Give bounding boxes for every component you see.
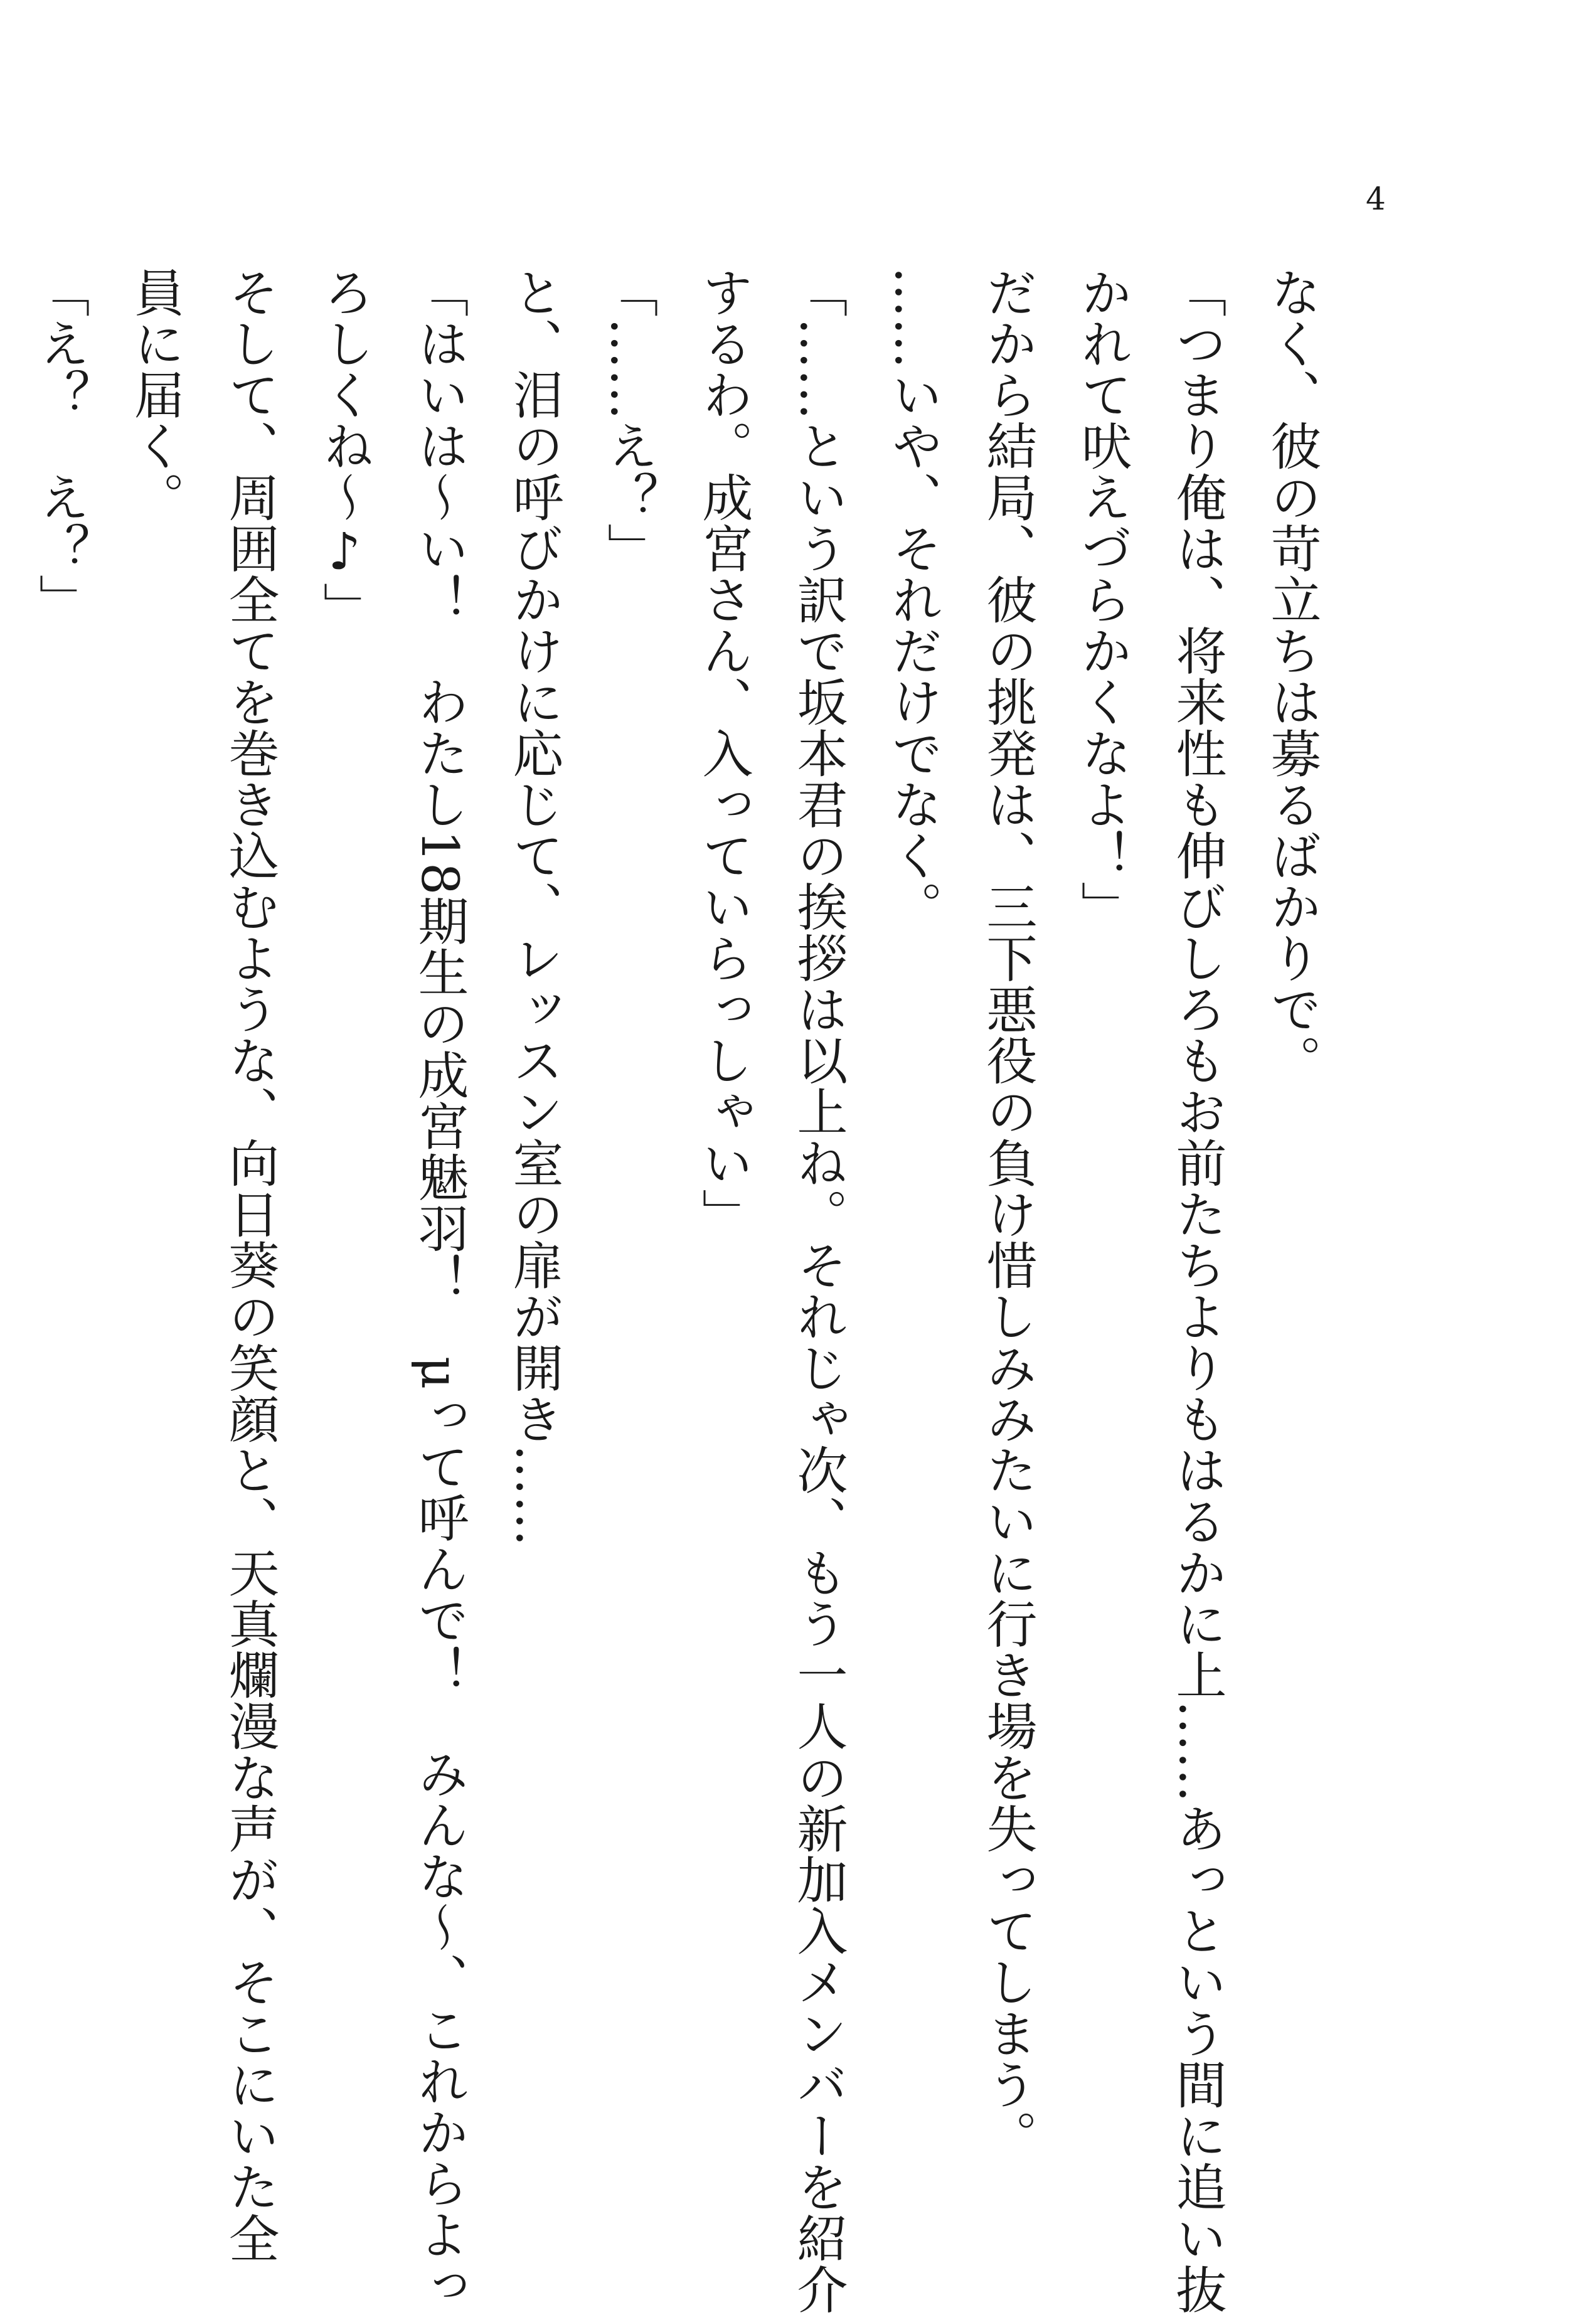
text-line: そして、周囲全てを巻き込むような、向日葵の笑顔と、天真爛漫な声が、そこにいた全 xyxy=(220,267,279,2264)
text-line: なく、彼の苛立ちは募るばかりで。 xyxy=(1262,267,1321,1086)
text-line xyxy=(0,267,13,2186)
text-line: ……いや、それだけでなく。 xyxy=(883,267,942,933)
text-line: 員に届く。 xyxy=(125,267,184,523)
vertical-text-body xyxy=(0,267,1339,2315)
text-line: するわ。成宮さん、入っていらっしゃい」 xyxy=(694,267,753,1240)
text-line: と、泪の呼びかけに応じて、レッスン室の扉が開き…… xyxy=(504,267,563,1547)
page-number: 4 xyxy=(1366,181,1386,217)
text-line: 「……という訳で坂本君の挨拶は以上ね。それじゃ次、もう一人の新加入メンバーを紹介 xyxy=(789,267,848,2315)
text-line: 「……え？」 xyxy=(599,267,658,574)
text-line: 「つまり俺は、将来性も伸びしろもお前たちよりもはるかに上……あっという間に追い抜 xyxy=(1168,267,1226,2315)
text-line: 「はいは～い！ わたし18期生の成宮魅羽！ μって呼んで！ みんな～、これからよっ xyxy=(410,267,469,2312)
text-line: だから結局、彼の挑発は、三下悪役の負け惜しみみたいに行き場を失ってしまう。 xyxy=(978,267,1037,2161)
text-line: かれて吠えづらかくなよ！」 xyxy=(1073,267,1132,933)
text-line: ろしくね～♪」 xyxy=(315,267,374,634)
text-line: 「え？ え？」 xyxy=(31,267,90,625)
